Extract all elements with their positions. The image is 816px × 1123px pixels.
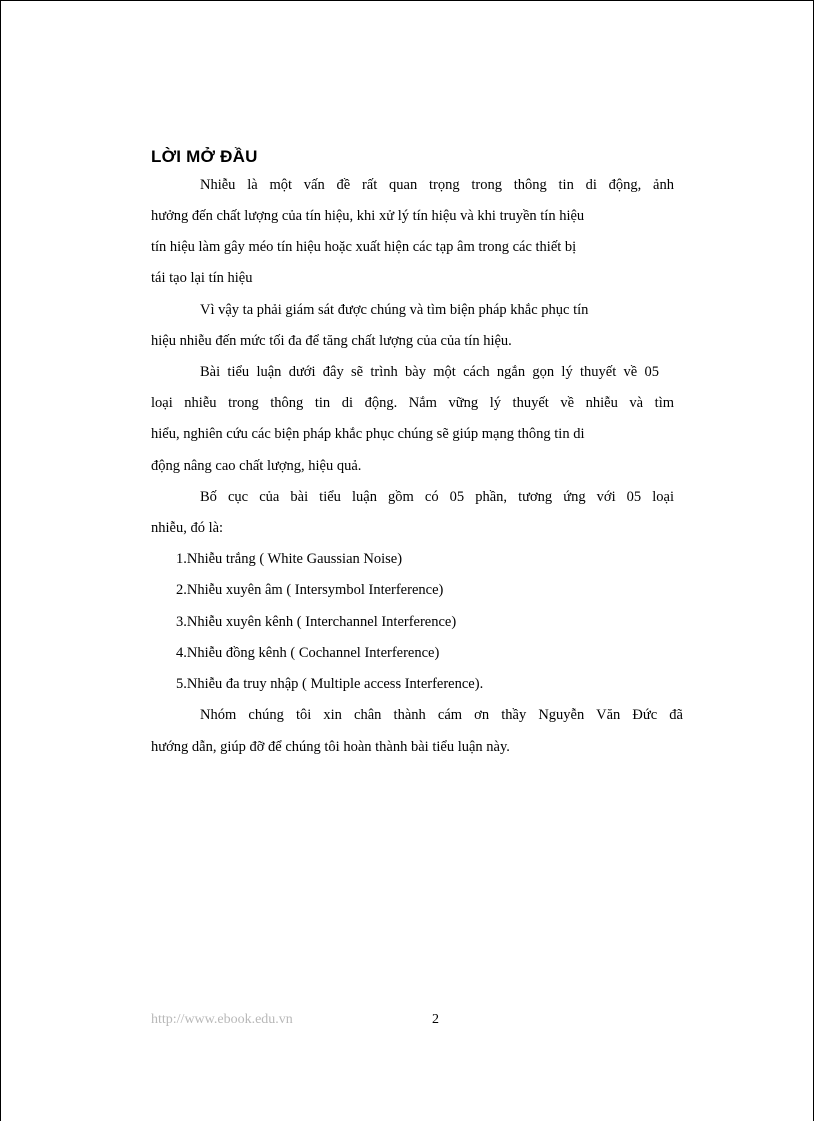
paragraph-line: Nhiễu là một vấn đề rất quan trọng trong thông tin di động, ảnh [200,177,674,193]
list-item: 1.Nhiễu trắng ( White Gaussian Noise) [176,551,403,567]
paragraph-line: hưởng đến chất lượng của tín hiệu, khi xử lý tín hiệu và khi truyền tín hiệu [151,208,585,224]
paragraph-line: hướng dẫn, giúp đỡ để chúng tôi hoàn thành bài tiểu luận này. [151,739,510,755]
list-item: 4.Nhiễu đồng kênh ( Cochannel Interference) [176,645,440,661]
paragraph-line: Bài tiểu luận dưới đây sẽ trình bày một cách ngắn gọn lý thuyết về 05 [200,364,659,380]
paragraph-line: hiểu, nghiên cứu các biện pháp khắc phục chúng sẽ giúp mạng thông tin di [151,426,585,442]
paragraph-line: nhiễu, đó là: [151,520,224,536]
page-title: LỜI MỞ ĐẦU [151,147,258,166]
paragraph-line: động nâng cao chất lượng, hiệu quả. [151,458,362,474]
footer-url: http://www.ebook.edu.vn [151,1012,293,1027]
list-item: 3.Nhiễu xuyên kênh ( Interchannel Interference) [176,614,457,630]
paragraph-line: tái tạo lại tín hiệu [151,270,253,286]
list-item: 2.Nhiễu xuyên âm ( Intersymbol Interference) [176,582,444,598]
paragraph-line: hiệu nhiễu đến mức tối đa để tăng chất lượng của của tín hiệu. [151,333,512,349]
paragraph-line: tín hiệu làm gây méo tín hiệu hoặc xuất hiện các tạp âm trong các thiết bị [151,239,577,255]
list-item: 5.Nhiễu đa truy nhập ( Multiple access Interference). [176,676,484,692]
paragraph-line: Bố cục của bài tiểu luận gồm có 05 phần, tương ứng với 05 loại [200,489,674,505]
page-number: 2 [432,1012,439,1027]
paragraph-line: loại nhiễu trong thông tin di động. Nắm vững lý thuyết về nhiễu và tìm [151,395,674,411]
paragraph-line: Nhóm chúng tôi xin chân thành cám ơn thầy Nguyễn Văn Đức đã [200,707,683,723]
paragraph-line: Vì vậy ta phải giám sát được chúng và tìm biện pháp khắc phục tín [200,302,589,318]
